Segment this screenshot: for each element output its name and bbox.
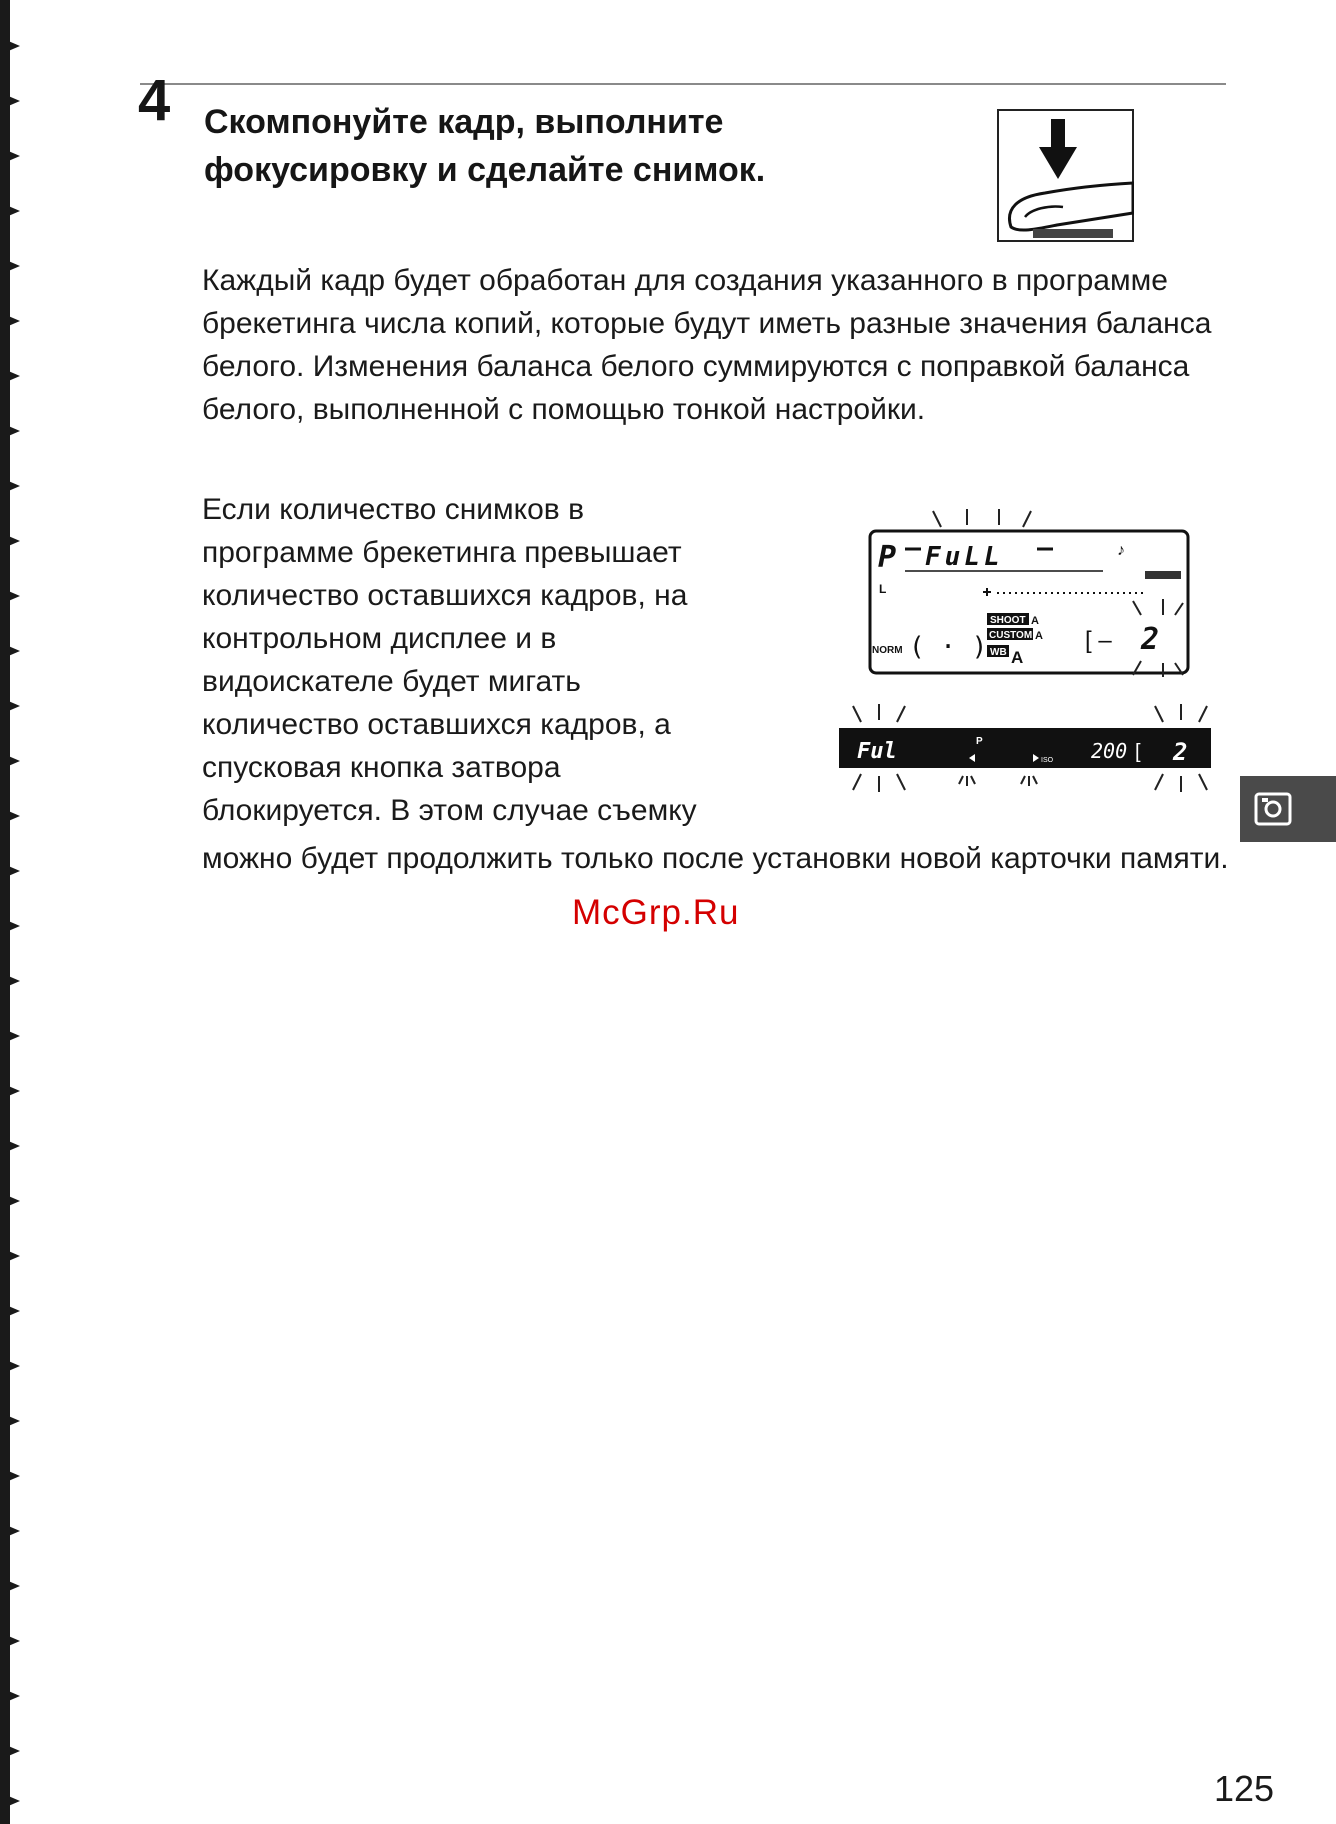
lcd-shoot-bank: A	[1031, 615, 1039, 627]
battery-icon	[1145, 571, 1181, 579]
shutter-press-icon	[997, 109, 1134, 242]
vf-iso-label: ISO	[1041, 757, 1054, 764]
control-panel-lcd	[845, 505, 1195, 680]
text-line: программе брекетинга превышает	[202, 536, 682, 569]
paragraph-bracketing-info: Каждый кадр будет обработан для создания указанного в программе брекетинга числа копий, которые будут иметь разные значения баланса белого. Изменения баланса белого суммируются с поправкой баланса белого, выполненной с помощью тонкой настройки.	[202, 264, 1212, 426]
beep-icon: ♪	[1117, 542, 1125, 559]
lcd-mode: P	[878, 540, 897, 575]
paragraph-card-warning-end: можно будет продолжить только после установки новой карточки памяти.	[202, 842, 1229, 875]
text-line: количество оставшихся кадров, а	[202, 708, 671, 741]
paragraph-card-warning	[202, 488, 842, 832]
vf-card-status: Ful	[857, 739, 897, 764]
lcd-custom-label: CUSTOM	[989, 630, 1033, 641]
text-line: видоискателе будет мигать	[202, 665, 581, 698]
shooting-mode-icon	[1254, 790, 1292, 828]
text-line: Если количество снимков в	[202, 493, 585, 526]
step-title: Скомпонуйте кадр, выполните фокусировку и сделайте снимок.	[204, 103, 766, 189]
text-line: контрольном дисплее и в	[202, 622, 557, 655]
text-line: количество оставшихся кадров, на	[202, 579, 688, 612]
lcd-remaining: 2	[1141, 622, 1160, 657]
lcd-wb-label: WB	[990, 647, 1007, 658]
lcd-bracket: ( · )	[909, 632, 988, 662]
text-line: блокируется. В этом случае съемку	[202, 794, 697, 827]
page-number: 125	[1214, 1768, 1275, 1809]
text-line: спусковая кнопка затвора	[202, 751, 561, 784]
watermark: McGrp.Ru	[572, 893, 740, 932]
viewfinder-display	[835, 702, 1215, 794]
vf-iso-value: 200	[1091, 739, 1128, 763]
chapter-tab	[1240, 776, 1336, 842]
vf-remaining: 2	[1173, 738, 1188, 766]
vf-mode: P	[976, 736, 983, 747]
lcd-custom-bank: A	[1035, 630, 1043, 642]
binding-edge	[0, 0, 28, 1824]
lcd-bracket-open: [ –	[1085, 627, 1112, 654]
lcd-card-status: FuLL	[925, 542, 1004, 572]
lcd-wb-value: A	[1011, 648, 1024, 667]
lcd-quality: L	[879, 582, 887, 596]
lcd-shoot-label: SHOOT	[990, 615, 1026, 626]
top-divider	[140, 83, 1226, 85]
step-number: 4	[138, 68, 171, 133]
vf-bracket-open: [	[1135, 741, 1141, 763]
lcd-norm: NORM	[872, 645, 903, 656]
